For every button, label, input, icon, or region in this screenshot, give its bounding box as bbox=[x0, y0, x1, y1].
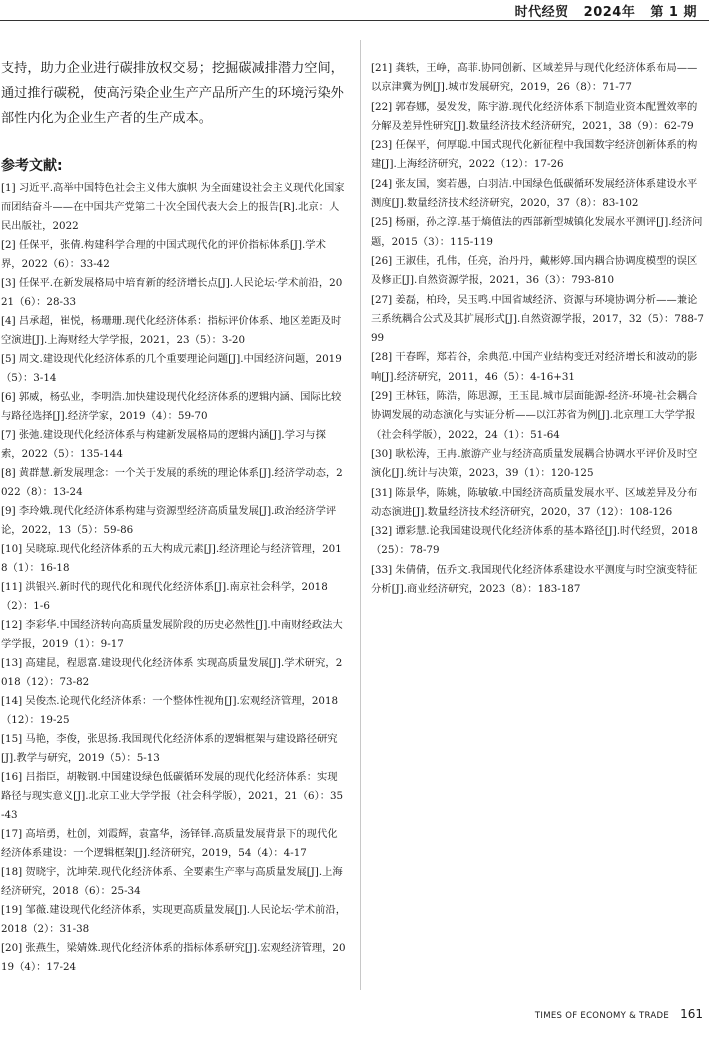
reference-entry: [12] 李彩华.中国经济转向高质量发展阶段的历史必然性[J].中南财经政法大学学报，2019（1）：9-17 bbox=[1, 619, 343, 650]
reference-entry: [14] 吴俊杰.论现代化经济体系：一个整体性视角[J].宏观经济管理，2018（12）：19-25 bbox=[1, 695, 339, 726]
reference-entry: [15] 马艳，李俊，张思扬.我国现代化经济体系的逻辑框架与建设路径研究[J].教学与研究，2019（5）：5-13 bbox=[1, 733, 338, 764]
journal-year: 2024年 bbox=[583, 5, 636, 20]
reference-entry: [32] 谭彩慧.论我国建设现代化经济体系的基本路径[J].时代经贸，2018（25）：78-79 bbox=[371, 525, 698, 557]
reference-entry: [18] 贺晓宇，沈坤荣.现代化经济体系、全要素生产率与高质量发展[J].上海经济研究，2018（6）：25-34 bbox=[1, 866, 343, 897]
reference-entry: [8] 黄群慧.新发展理念：一个关于发展的系统的理论体系[J].经济学动态，2022（8）：13-24 bbox=[1, 467, 343, 498]
reference-entry: [26] 王淑佳，孔伟，任亮，治丹丹，戴彬婷.国内耦合协调度模型的误区及修正[J].自然资源学报，2021，36（3）：793-810 bbox=[371, 254, 698, 287]
journal-issue: 第 1 期 bbox=[650, 5, 697, 20]
reference-entry: [10] 吴晓琼.现代化经济体系的五大构成元素[J].经济理论与经济管理，2018（1）：16-18 bbox=[1, 543, 342, 574]
reference-entry: [1] 习近平.高举中国特色社会主义伟大旗帜 为全面建设社会主义现代化国家而团结奋斗——在中国共产党第二十次全国代表大会上的报告[R].北京：人民出版社，2022 bbox=[1, 182, 345, 232]
reference-entry: [5] 周文.建设现代化经济体系的几个重要理论问题[J].中国经济问题，2019（5）：3-14 bbox=[1, 353, 342, 384]
reference-entry: [4] 吕承超，崔悦，杨珊珊.现代化经济体系：指标评价体系、地区差距及时空演进[J].上海财经大学学报，2021，23（5）：3-20 bbox=[1, 315, 342, 346]
references-heading: 参考文献: bbox=[1, 158, 63, 174]
reference-entry: [6] 郭威，杨弘业，李明浩.加快建设现代化经济体系的逻辑内涵、国际比较与路径选择[J].经济学家，2019（4）：59-70 bbox=[1, 391, 342, 422]
right-column bbox=[371, 59, 707, 599]
reference-entry: [2] 任保平，张倩.构建科学合理的中国式现代化的评价指标体系[J].学术界，2022（6）：33-42 bbox=[1, 239, 326, 270]
journal-name: 时代经贸 bbox=[514, 5, 569, 20]
page-footer bbox=[0, 1001, 709, 1041]
column-divider bbox=[360, 40, 361, 990]
reference-entry: [30] 耿松涛，王冉.旅游产业与经济高质量发展耦合协调水平评价及时空演化[J].统计与决策，2023，39（1）：120-125 bbox=[371, 447, 698, 480]
header-text bbox=[505, 1, 697, 20]
reference-entry: [33] 朱倩倩，伍乔文.我国现代化经济体系建设水平测度与时空演变特征分析[J].商业经济研究，2023（8）：183-187 bbox=[371, 563, 698, 596]
reference-entry: [20] 张燕生，梁婧姝.现代化经济体系的指标体系研究[J].宏观经济管理，2019（4）：17-24 bbox=[1, 942, 346, 973]
reference-entry: [19] 邹薇.建设现代化经济体系，实现更高质量发展[J].人民论坛·学术前沿，2018（2）：31-38 bbox=[1, 904, 346, 935]
reference-entry: [16] 吕指臣，胡鞍钢.中国建设绿色低碳循环发展的现代化经济体系：实现路径与现实意义[J].北京工业大学学报（社会科学版），2021，21（6）：35-43 bbox=[1, 771, 344, 821]
reference-entry: [11] 洪银兴.新时代的现代化和现代化经济体系[J].南京社会科学，2018（2）：1-6 bbox=[1, 581, 328, 612]
page-number: 161 bbox=[680, 1007, 703, 1021]
reference-entry: [7] 张弛.建设现代化经济体系与构建新发展格局的逻辑内涵[J].学习与探索，2022（5）：135-144 bbox=[1, 429, 326, 460]
intro-paragraph: 支持，助力企业进行碳排放权交易；挖掘碳减排潜力空间，通过推行碳税，使高污染企业生产产品所产生的环境污染外部性内化为企业生产者的生产成本。 bbox=[1, 61, 344, 126]
reference-entry: [13] 高建昆，程恩富.建设现代化经济体系 实现高质量发展[J].学术研究，2018（12）：73-82 bbox=[1, 657, 343, 688]
reference-entry: [24] 张友国，窦若愚，白羽洁.中国绿色低碳循环发展经济体系建设水平测度[J].数量经济技术经济研究，2020，37（8）：83-102 bbox=[371, 177, 698, 210]
reference-entry: [31] 陈景华，陈姚，陈敏敏.中国经济高质量发展水平、区域差异及分布动态演进[J].数量经济技术经济研究，2020，37（12）：108-126 bbox=[371, 486, 698, 518]
page-header bbox=[0, 0, 709, 18]
reference-entry: [25] 杨丽，孙之淳.基于熵值法的西部新型城镇化发展水平测评[J].经济问题，2015（3）：115-119 bbox=[371, 216, 703, 248]
left-column bbox=[1, 56, 346, 977]
reference-entry: [22] 郭春娜，晏发发，陈宇游.现代化经济体系下制造业资本配置效率的分解及差异性研究[J].数量经济技术经济研究，2021，38（9）：62-79 bbox=[371, 100, 698, 132]
reference-entry: [27] 姜磊，柏玲，吴玉鸣.中国省域经济、资源与环境协调分析——兼论三系统耦合公式及其扩展形式[J].自然资源学报，2017，32（5）：788-799 bbox=[371, 293, 704, 345]
reference-entry: [23] 任保平，何厚聪.中国式现代化新征程中我国数字经济创新体系的构建[J].上海经济研究，2022（12）：17-26 bbox=[371, 139, 698, 171]
reference-entry: [9] 李玲娥.现代化经济体系构建与资源型经济高质量发展[J].政治经济学评论，2022，13（5）：59-86 bbox=[1, 505, 337, 536]
reference-entry: [29] 王林钰，陈浩，陈思源，王玉昆.城市层面能源-经济-环境-社会耦合协调发展的动态演化与实证分析——以江苏省为例[J].北京理工大学学报（社会科学版），2022，24（1）：51-64 bbox=[371, 390, 698, 441]
reference-entry: [3] 任保平.在新发展格局中培育新的经济增长点[J].人民论坛·学术前沿，2021（6）：28-33 bbox=[1, 277, 343, 308]
reference-list-left bbox=[1, 179, 346, 977]
header-rule bbox=[0, 20, 709, 21]
reference-list-right bbox=[371, 59, 707, 599]
footer-journal-name: TIMES OF ECONOMY & TRADE bbox=[534, 1011, 669, 1021]
reference-entry: [17] 高培勇，杜创，刘霞辉，袁富华，汤铎铎.高质量发展背景下的现代化经济体系建设：一个逻辑框架[J].经济研究，2019，54（4）：4-17 bbox=[1, 828, 338, 859]
reference-entry: [21] 龚轶，王峥，高菲.协同创新、区域差异与现代化经济体系布局——以京津冀为例[J].城市发展研究，2019，26（8）：71-77 bbox=[371, 62, 698, 94]
reference-entry: [28] 干春晖，郑若谷，余典范.中国产业结构变迁对经济增长和波动的影响[J].经济研究，2011，46（5）：4-16+31 bbox=[371, 351, 698, 383]
